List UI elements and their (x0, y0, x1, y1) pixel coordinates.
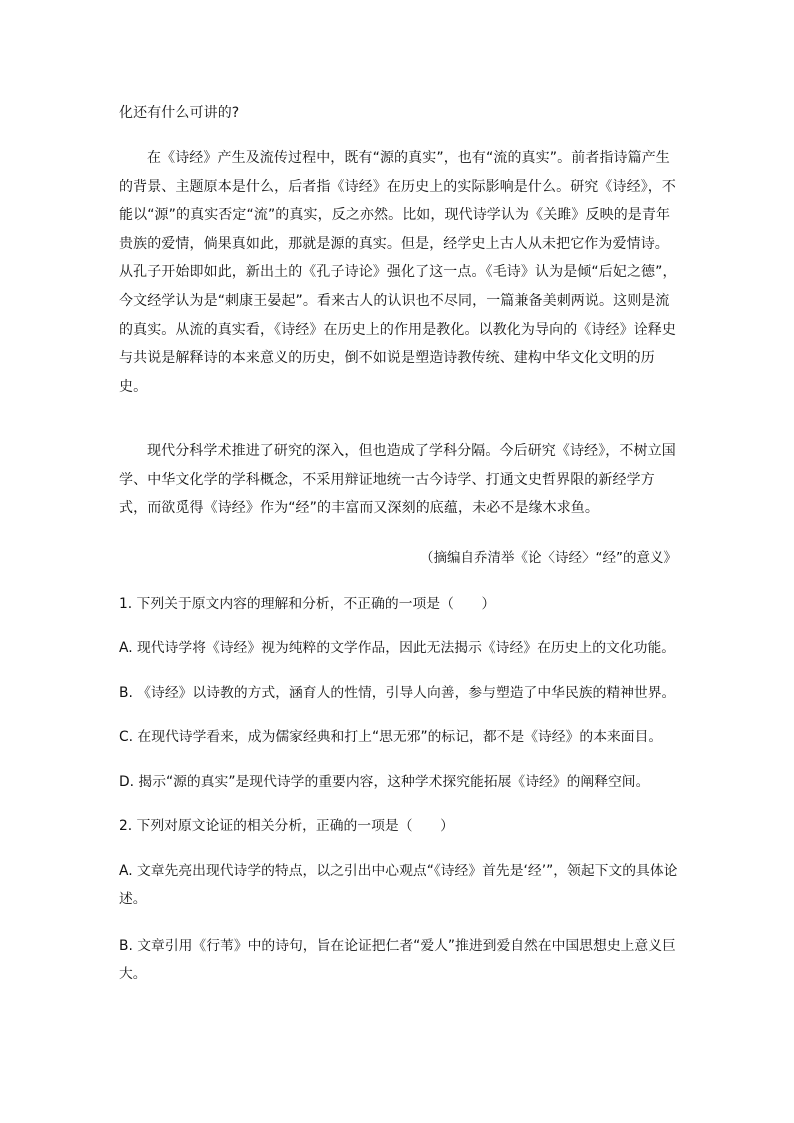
question-1-option-b: B. 《诗经》以诗教的方式，涵育人的性情，引导人向善，参与塑造了中华民族的精神世界。 (119, 685, 676, 701)
question-1-option-d: D. 揭示“源的真实”是现代诗学的重要内容，这种学术探究能拓展《诗经》的阐释空间。 (119, 774, 650, 790)
question-1-option-c: C. 在现代诗学看来，成为儒家经典和打上“思无邪”的标记，都不是《诗经》的本来面目。 (119, 729, 663, 745)
paragraph-continuation: 化还有什么可讲的? (119, 105, 240, 121)
source-citation: （摘编自乔清举《论〈诗经〉“经”的意义》 (420, 550, 677, 566)
question-1-stem: 1. 下列关于原文内容的理解和分析，不正确的一项是（ ） (119, 596, 496, 612)
question-2-option-a: A. 文章先亮出现代诗学的特点，以之引出中心观点“《诗经》首先是‘经’”，领起下文的具体论述。 (119, 863, 678, 907)
question-2-option-b: B. 文章引用《行苇》中的诗句，旨在论证把仁者“爱人”推进到爱自然在中国思想史上意义巨大。 (119, 938, 676, 982)
paragraph-modern-scholarship: 现代分科学术推进了研究的深入，但也造成了学科分隔。今后研究《诗经》，不树立国学、中华文化学的学科概念，不采用辩证地统一古今诗学、打通文史哲界限的新经学方式，而欲觅得《诗经》作为“经”的丰富而又深刻的底蕴，未必不是缘木求鱼。 (119, 443, 676, 517)
question-1-option-a: A. 现代诗学将《诗经》视为纯粹的文学作品，因此无法揭示《诗经》在历史上的文化功能。 (119, 640, 676, 656)
question-2-stem: 2. 下列对原文论证的相关分析，正确的一项是（ ） (119, 818, 454, 834)
paragraph-source-and-flow: 在《诗经》产生及流传过程中，既有“源的真实”，也有“流的真实”。前者指诗篇产生的背景、主题原本是什么，后者指《诗经》在历史上的实际影响是什么。研究《诗经》，不能以“源”的真实否定“流”的真实，反之亦然。比如，现代诗学认为《关雎》反映的是青年贵族的爱情，倘果真如此，那就是源的真实。但是，经学史上古人从未把它作为爱情诗。从孔子开始即如此，新出土的《孔子诗论》强化了这一点。《毛诗》认为是倾“后妃之德”，今文经学认为是“刺康王晏起”。看来古人的认识也不尽同，一篇兼备美刺两说。这则是流的真实。从流的真实看，《诗经》在历史上的作用是教化。以教化为导向的《诗经》诠释史与共说是解释诗的本来意义的历史，倒不如说是塑造诗教传统、建构中华文化文明的历史。 (119, 150, 677, 395)
